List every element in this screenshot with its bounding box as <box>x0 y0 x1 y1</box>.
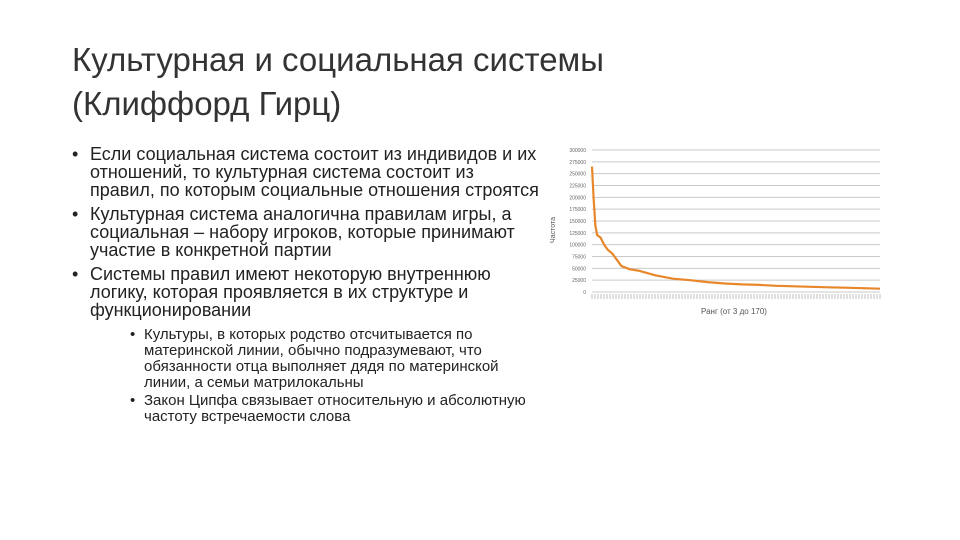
y-tick-label: 50000 <box>572 266 586 273</box>
y-tick-label: 225000 <box>569 183 586 190</box>
title-line-1: Культурная и социальная системы <box>72 41 604 78</box>
y-tick-label: 150000 <box>569 219 586 225</box>
y-tick-label: 275000 <box>569 159 586 166</box>
y-tick-label: 100000 <box>569 242 586 249</box>
slide-title <box>72 38 832 126</box>
y-tick-label: 300000 <box>569 148 586 154</box>
sub-bullet-item: • Закон Ципфа связывает относительную и абсолютную частоту встречаемости слова <box>126 393 542 425</box>
bullet-item: • Если социальная система состоит из индивидов и их отношений, то культурная система состоит из правил, по которым социальные отношения строятся <box>72 145 542 199</box>
y-tick-label: 0 <box>583 290 586 296</box>
bullet-list <box>72 145 542 431</box>
sub-bullet-list <box>90 327 542 425</box>
bullet-item <box>72 265 542 425</box>
x-axis-label: Ранг (от 3 до 170) <box>701 307 767 316</box>
y-tick-label: 75000 <box>572 254 586 261</box>
x-tick-marks <box>592 294 880 299</box>
y-axis-label: Частота <box>550 217 557 243</box>
y-tick-label: 175000 <box>569 207 586 214</box>
y-tick-label: 200000 <box>569 195 586 202</box>
y-tick-labels <box>569 148 586 296</box>
y-tick-label: 25000 <box>572 278 586 285</box>
sub-bullet-item: • Культуры, в которых родство отсчитывается по материнской линии, обычно подразумевают, что обязанности отца выполняет дядя по материнской линии, а семьи матрилокальны <box>126 327 542 391</box>
bullet-text: Системы правил имеют некоторую внутреннюю логику, которая проявляется в их структуре и функционировании <box>90 264 491 320</box>
bullet-item: • Культурная система аналогична правилам игры, а социальная – набору игроков, которые принимают участие в конкретной партии <box>72 205 542 259</box>
zipf-chart <box>546 142 886 322</box>
series-line <box>592 167 880 289</box>
y-tick-label: 250000 <box>569 171 586 178</box>
y-tick-label: 125000 <box>569 230 586 237</box>
title-line-2: (Клиффорд Гирц) <box>72 85 342 122</box>
